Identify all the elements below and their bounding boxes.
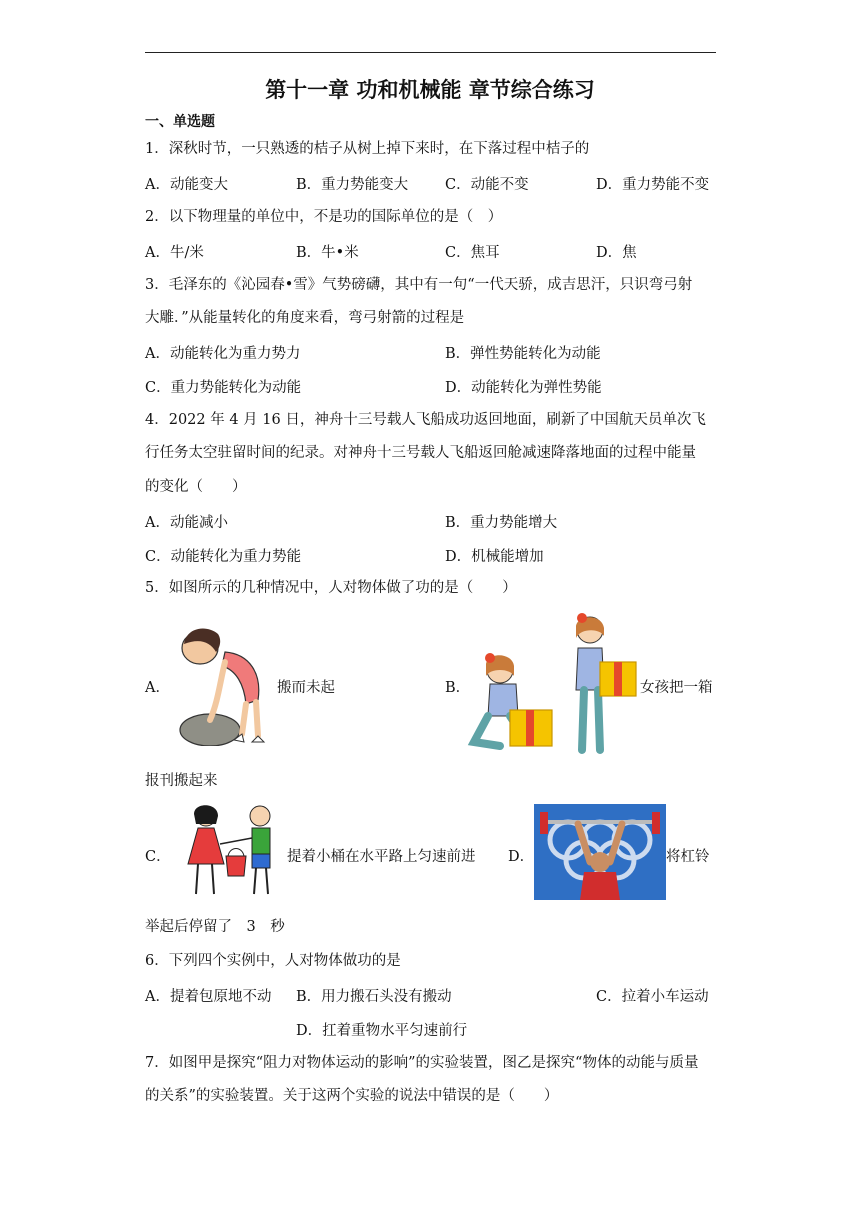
q5-option-d-label: D． [508,849,535,865]
q5-option-b-label: B． [445,680,471,696]
q1-option-d: D．重力势能不变 [596,177,710,193]
q5-option-d-continuation: 举起后停留了 3 秒 [145,919,285,935]
q5-option-c-text: 提着小桶在水平路上匀速前进 [287,849,476,865]
q2-option-a: A．牛/米 [145,245,204,261]
q3-option-c: C．重力势能转化为动能 [145,380,302,396]
question-1-stem: 1．深秋时节，一只熟透的桔子从树上掉下来时，在下落过程中桔子的 [145,141,590,157]
q5-option-a-label: A． [145,680,170,696]
weightlifter-photo [534,804,666,900]
question-4-stem-line3: 的变化（ ） [145,479,247,495]
question-3-stem-line2: 大雕．”从能量转化的角度来看，弯弓射箭的过程是 [145,310,465,326]
question-3-stem-line1: 3．毛泽东的《沁园春•雪》气势磅礴，其中有一句“一代天骄，成吉思汗，只识弯弓射 [145,277,693,293]
q5-option-b-text: 女孩把一箱 [640,680,713,696]
girl-lifting-box-figure [460,612,642,756]
question-4-stem-line2: 行任务太空驻留时间的纪录。对神舟十三号载人飞船返回舱减速降落地面的过程中能量 [145,445,696,461]
q6-option-d: D．扛着重物水平匀速前行 [296,1023,468,1039]
q5-option-d-text: 将杠铃 [666,849,710,865]
question-2-stem: 2．以下物理量的单位中，不是功的国际单位的是（ ） [145,209,503,225]
section-heading: 一、单选题 [145,114,215,130]
question-5-stem: 5．如图所示的几种情况中，人对物体做了功的是（ ） [145,580,517,596]
header-rule [145,52,716,53]
question-7-stem-line2: 的关系”的实验装置。关于这两个实验的说法中错误的是（ ） [145,1088,559,1104]
q5-option-c-label: C． [145,849,171,865]
girl-lifting-rock-figure [170,622,270,746]
question-7-stem-line1: 7．如图甲是探究“阻力对物体运动的影响”的实验装置，图乙是探究“物体的动能与质量 [145,1055,699,1071]
q6-option-c: C．拉着小车运动 [596,989,709,1005]
page-title: 第十一章 功和机械能 章节综合练习 [265,78,595,102]
q3-option-a: A．动能转化为重力势力 [145,346,301,362]
q4-option-d: D．机械能增加 [445,549,544,565]
q1-option-b: B．重力势能变大 [296,177,409,193]
children-carrying-bucket-figure [172,804,284,900]
q5-option-b-continuation: 报刊搬起来 [145,773,218,789]
q4-option-b: B．重力势能增大 [445,515,558,531]
q1-option-c: C．动能不变 [445,177,529,193]
q3-option-d: D．动能转化为弹性势能 [445,380,602,396]
q2-option-b: B．牛•米 [296,245,359,261]
q3-option-b: B．弹性势能转化为动能 [445,346,601,362]
q2-option-c: C．焦耳 [445,245,500,261]
q2-option-d: D．焦 [596,245,637,261]
q6-option-a: A．提着包原地不动 [145,989,272,1005]
question-6-stem: 6．下列四个实例中，人对物体做功的是 [145,953,401,969]
question-4-stem-line1: 4．2022 年 4 月 16 日，神舟十三号载人飞船成功返回地面，刷新了中国航天员单次飞 [145,412,706,428]
q4-option-a: A．动能减小 [145,515,228,531]
q1-option-a: A．动能变大 [145,177,228,193]
q6-option-b: B．用力搬石头没有搬动 [296,989,452,1005]
q4-option-c: C．动能转化为重力势能 [145,549,302,565]
q5-option-a-text: 搬而未起 [277,680,335,696]
